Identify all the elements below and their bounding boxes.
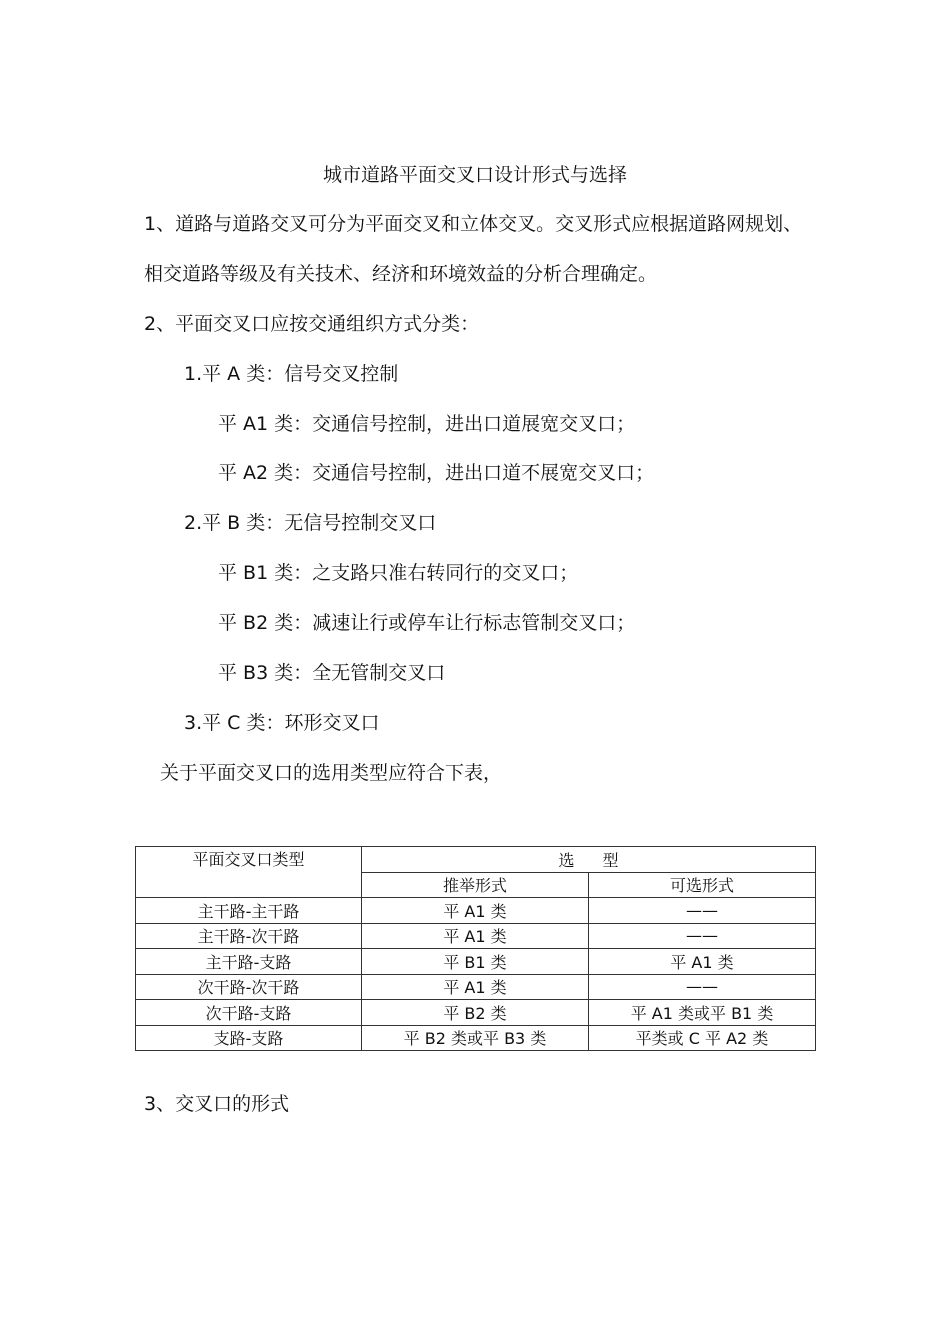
table-row xyxy=(136,898,816,924)
table-row xyxy=(136,1000,816,1026)
header-intersection-type: 平面交叉口类型 xyxy=(136,847,362,898)
header-selection xyxy=(362,847,816,873)
header-recommended: 推举形式 xyxy=(362,872,589,898)
list-item-class-a: 1.平 A 类：信号交叉控制 xyxy=(184,363,399,385)
list-item-class-b1: 平 B1 类：之支路只准右转同行的交叉口； xyxy=(218,562,579,584)
cell-type: 支路-支路 xyxy=(136,1025,362,1051)
cell-recommended: 平 B1 类 xyxy=(362,949,589,975)
list-item-class-b: 2.平 B 类：无信号控制交叉口 xyxy=(184,512,437,534)
cell-optional: 平类或 C 平 A2 类 xyxy=(589,1025,816,1051)
list-item-class-b3: 平 B3 类：全无管制交叉口 xyxy=(218,662,446,684)
table-row xyxy=(136,1025,816,1051)
intersection-selection-table xyxy=(135,846,816,1051)
header-selection-label: 选型 xyxy=(558,850,647,870)
table-row xyxy=(136,949,816,975)
paragraph-1-line-1: 1、道路与道路交叉可分为平面交叉和立体交叉。交叉形式应根据道路网规划、 xyxy=(144,213,803,235)
cell-type: 主干路-支路 xyxy=(136,949,362,975)
header-optional: 可选形式 xyxy=(589,872,816,898)
cell-recommended: 平 B2 类或平 B3 类 xyxy=(362,1025,589,1051)
cell-optional: —— xyxy=(589,898,816,924)
paragraph-3: 3、交叉口的形式 xyxy=(144,1093,290,1115)
paragraph-2: 2、平面交叉口应按交通组织方式分类： xyxy=(144,313,480,335)
table-intro: 关于平面交叉口的选用类型应符合下表， xyxy=(160,762,503,784)
table-header-row xyxy=(136,847,816,873)
cell-recommended: 平 A1 类 xyxy=(362,898,589,924)
cell-type: 次干路-支路 xyxy=(136,1000,362,1026)
cell-optional: —— xyxy=(589,974,816,1000)
cell-recommended: 平 B2 类 xyxy=(362,1000,589,1026)
table-row xyxy=(136,974,816,1000)
table-row xyxy=(136,923,816,949)
cell-type: 次干路-次干路 xyxy=(136,974,362,1000)
cell-recommended: 平 A1 类 xyxy=(362,974,589,1000)
cell-optional: 平 A1 类或平 B1 类 xyxy=(589,1000,816,1026)
cell-type: 主干路-次干路 xyxy=(136,923,362,949)
list-item-class-a1: 平 A1 类：交通信号控制，进出口道展宽交叉口； xyxy=(218,413,636,435)
paragraph-1-line-2: 相交道路等级及有关技术、经济和环境效益的分析合理确定。 xyxy=(144,263,658,285)
list-item-class-c: 3.平 C 类：环形交叉口 xyxy=(184,712,380,734)
cell-optional: 平 A1 类 xyxy=(589,949,816,975)
cell-optional: —— xyxy=(589,923,816,949)
cell-recommended: 平 A1 类 xyxy=(362,923,589,949)
cell-type: 主干路-主干路 xyxy=(136,898,362,924)
document-title: 城市道路平面交叉口设计形式与选择 xyxy=(322,164,627,186)
list-item-class-b2: 平 B2 类：减速让行或停车让行标志管制交叉口； xyxy=(218,612,636,634)
list-item-class-a2: 平 A2 类：交通信号控制，进出口道不展宽交叉口； xyxy=(218,462,655,484)
